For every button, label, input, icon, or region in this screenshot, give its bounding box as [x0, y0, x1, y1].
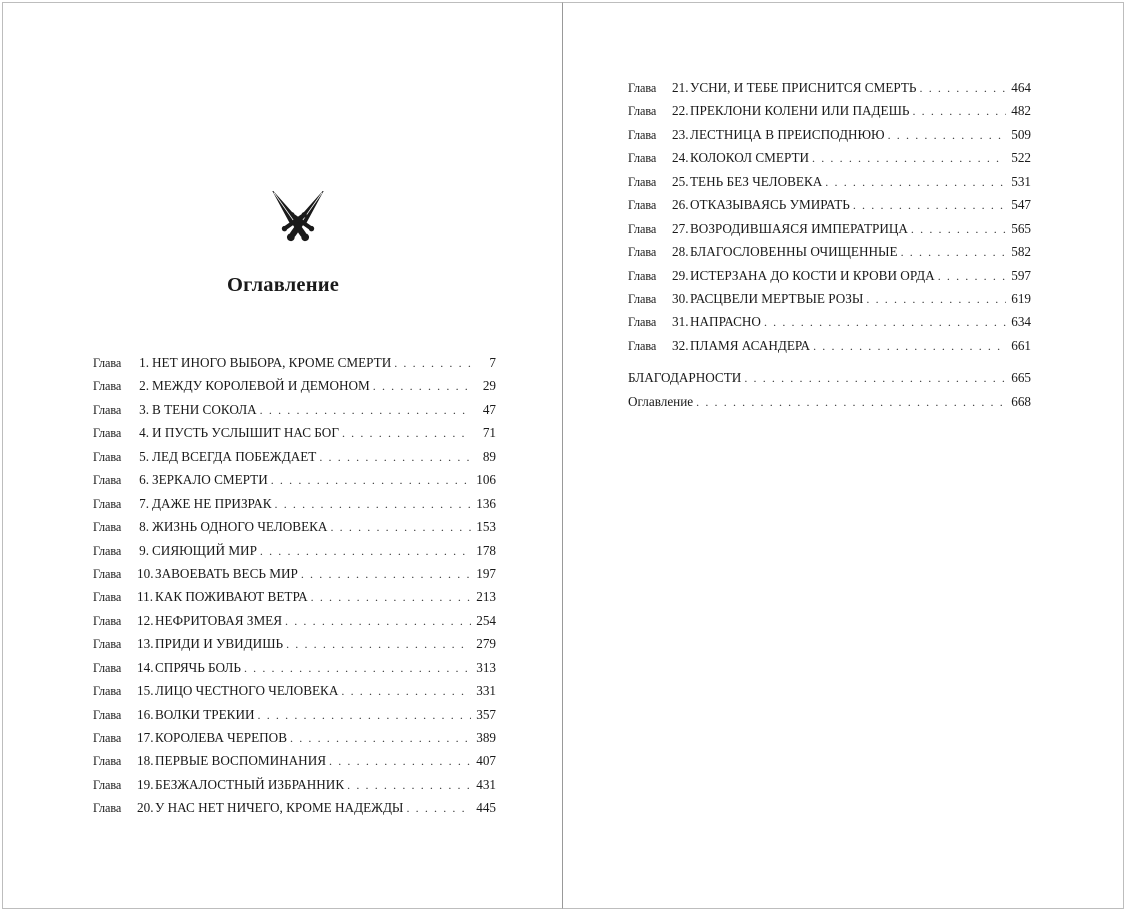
- chapter-label: Глава: [628, 245, 657, 260]
- chapter-label: Глава: [93, 777, 122, 792]
- dot-leader: [260, 540, 471, 563]
- toc-entry[interactable]: [628, 390, 1031, 413]
- chapter-number: 19.: [137, 776, 154, 792]
- chapter-label: Глава: [93, 356, 122, 370]
- chapter-title: У НАС НЕТ НИЧЕГО, КРОМЕ НАДЕЖДЫ: [155, 800, 404, 816]
- chapter-title: НЕФРИТОВАЯ ЗМЕЯ: [155, 612, 283, 628]
- chapter-number: 22.: [672, 103, 689, 119]
- dot-leader: [912, 100, 1006, 123]
- toc-entry[interactable]: [628, 217, 1031, 240]
- page-number: 509: [1011, 126, 1031, 142]
- chapter-number: 9.: [139, 542, 149, 558]
- chapter-number: 23.: [672, 126, 689, 142]
- chapter-label: Глава: [93, 590, 122, 605]
- dot-leader: [342, 422, 471, 445]
- toc-entry[interactable]: [628, 310, 1031, 333]
- chapter-number: 12.: [137, 612, 154, 628]
- chapter-number: 18.: [137, 753, 154, 769]
- dot-leader: [911, 218, 1006, 241]
- dot-leader: [311, 586, 471, 609]
- toc-entry[interactable]: [93, 609, 496, 632]
- chapter-title: СИЯЮЩИЙ МИР: [152, 542, 257, 558]
- dot-leader: [329, 750, 471, 773]
- dot-leader: [920, 77, 1007, 100]
- page-number: 565: [1011, 220, 1031, 236]
- crossed-daggers-icon: [248, 191, 348, 263]
- chapter-number: 11.: [137, 589, 153, 605]
- chapter-label: Глава: [93, 449, 122, 464]
- toc-entry[interactable]: [628, 146, 1031, 169]
- chapter-label: Глава: [628, 151, 657, 166]
- dot-leader: [938, 265, 1006, 288]
- chapter-title: ЛИЦО ЧЕСТНОГО ЧЕЛОВЕКА: [155, 683, 339, 699]
- chapter-number: 27.: [672, 220, 689, 236]
- chapter-number: 24.: [672, 150, 689, 166]
- toc-entry[interactable]: [93, 773, 496, 796]
- chapter-title: В ТЕНИ СОКОЛА: [152, 401, 257, 417]
- page-number: 668: [1011, 393, 1031, 409]
- toc-entry[interactable]: [628, 264, 1031, 287]
- page-number: 71: [482, 425, 496, 441]
- chapter-title: БЕЗЖАЛОСТНЫЙ ИЗБРАННИК: [155, 776, 345, 792]
- chapter-number: 6.: [139, 472, 149, 488]
- page-number: 279: [476, 636, 496, 652]
- dot-leader: [853, 194, 1006, 217]
- toc-list-right: [628, 76, 1031, 413]
- chapter-label: Глава: [628, 127, 657, 142]
- toc-entry[interactable]: [93, 468, 496, 491]
- chapter-number: 25.: [672, 173, 689, 189]
- toc-entry[interactable]: [628, 123, 1031, 146]
- toc-entry[interactable]: [628, 366, 1031, 389]
- chapter-title: ЛЕД ВСЕГДА ПОБЕЖДАЕТ: [152, 448, 317, 464]
- dot-leader: [764, 311, 1006, 334]
- chapter-title: ПЛАМЯ АСАНДЕРА: [690, 337, 811, 353]
- chapter-label: Глава: [93, 801, 122, 816]
- chapter-label: Глава: [93, 707, 122, 722]
- page-number: 619: [1011, 290, 1031, 306]
- page-number: 407: [476, 753, 496, 769]
- toc-entry[interactable]: [93, 398, 496, 421]
- chapter-number: 15.: [137, 683, 154, 699]
- chapter-label: Глава: [93, 566, 122, 581]
- toc-entry[interactable]: [93, 351, 496, 374]
- toc-entry[interactable]: [628, 193, 1031, 216]
- chapter-label: Глава: [628, 198, 657, 213]
- dot-leader: [290, 727, 471, 750]
- chapter-title: ВОЗРОДИВШАЯСЯ ИМПЕРАТРИЦА: [690, 220, 908, 236]
- chapter-number: 1.: [139, 355, 149, 370]
- chapter-label: Глава: [93, 402, 122, 417]
- chapter-number: 17.: [137, 730, 154, 745]
- chapter-title: ТЕНЬ БЕЗ ЧЕЛОВЕКА: [690, 173, 823, 189]
- chapter-title: ЗЕРКАЛО СМЕРТИ: [152, 472, 268, 488]
- chapter-label: Глава: [628, 81, 657, 95]
- dot-leader: [406, 797, 471, 820]
- dot-leader: [744, 367, 1006, 390]
- toc-entry[interactable]: [93, 703, 496, 726]
- chapter-label: Глава: [628, 268, 657, 283]
- toc-entry[interactable]: [628, 287, 1031, 310]
- page-number: 153: [476, 519, 496, 535]
- page-number: 136: [476, 495, 496, 511]
- chapter-number: 10.: [137, 565, 154, 581]
- toc-entry[interactable]: [93, 445, 496, 468]
- chapter-number: 14.: [137, 659, 154, 675]
- chapter-number: 30.: [672, 290, 689, 306]
- section-title: БЛАГОДАРНОСТИ: [628, 370, 742, 386]
- page-number: 178: [476, 542, 496, 558]
- toc-entry[interactable]: [628, 334, 1031, 357]
- chapter-number: 16.: [137, 706, 154, 722]
- chapter-number: 20.: [137, 800, 154, 816]
- chapter-label: Глава: [628, 315, 657, 330]
- chapter-label: Глава: [628, 221, 657, 236]
- toc-entry[interactable]: [93, 585, 496, 608]
- chapter-title: ОТКАЗЫВАЯСЬ УМИРАТЬ: [690, 197, 850, 213]
- page-number: 431: [476, 776, 496, 792]
- section-spacer: [628, 357, 1031, 366]
- toc-entry[interactable]: [93, 492, 496, 515]
- dot-leader: [319, 446, 471, 469]
- chapter-title: МЕЖДУ КОРОЛЕВОЙ И ДЕМОНОМ: [152, 378, 370, 394]
- dot-leader: [244, 657, 471, 680]
- chapter-title: ПРИДИ И УВИДИШЬ: [155, 636, 284, 652]
- chapter-number: 28.: [672, 244, 689, 260]
- dot-leader: [286, 633, 471, 656]
- dot-leader: [866, 288, 1006, 311]
- toc-entry[interactable]: [628, 170, 1031, 193]
- dot-leader: [275, 493, 471, 516]
- page-number: 389: [476, 730, 496, 745]
- chapter-label: Глава: [93, 660, 122, 675]
- chapter-title: НАПРАСНО: [690, 314, 761, 330]
- chapter-label: Глава: [628, 174, 657, 189]
- dot-leader: [696, 391, 1006, 414]
- chapter-label: Глава: [93, 754, 122, 769]
- chapter-title: ЛЕСТНИЦА В ПРЕИСПОДНЮЮ: [690, 126, 885, 142]
- toc-entry[interactable]: [93, 726, 496, 749]
- dot-leader: [285, 610, 471, 633]
- toc-list-left: [93, 351, 496, 820]
- page-number: 547: [1011, 197, 1031, 213]
- page-number: 357: [476, 706, 496, 722]
- chapter-title: ЖИЗНЬ ОДНОГО ЧЕЛОВЕКА: [152, 519, 328, 535]
- chapter-label: Глава: [93, 379, 122, 394]
- chapter-number: 32.: [672, 337, 689, 353]
- chapter-label: Глава: [93, 496, 122, 511]
- chapter-number: 31.: [672, 314, 689, 330]
- chapter-label: Глава: [93, 543, 122, 558]
- chapter-number: 4.: [139, 425, 149, 441]
- chapter-title: КАК ПОЖИВАЮТ ВЕТРА: [155, 589, 308, 605]
- dot-leader: [330, 516, 471, 539]
- chapter-number: 26.: [672, 197, 689, 213]
- dot-leader: [347, 774, 471, 797]
- chapter-number: 3.: [139, 401, 149, 417]
- dot-leader: [301, 563, 471, 586]
- chapter-label: Глава: [93, 426, 122, 441]
- chapter-title: КОРОЛЕВА ЧЕРЕПОВ: [155, 730, 287, 745]
- chapter-title: РАСЦВЕЛИ МЕРТВЫЕ РОЗЫ: [690, 290, 864, 306]
- page-number: 213: [476, 589, 496, 605]
- chapter-label: Глава: [628, 104, 657, 119]
- chapter-number: 8.: [139, 519, 149, 535]
- page-number: 331: [476, 683, 496, 699]
- chapter-title: ИСТЕРЗАНА ДО КОСТИ И КРОВИ ОРДА: [690, 267, 935, 283]
- dot-leader: [813, 335, 1006, 358]
- page-number: 445: [476, 800, 496, 816]
- toc-entry[interactable]: [93, 632, 496, 655]
- toc-heading: Оглавление: [226, 274, 340, 296]
- toc-entry[interactable]: [628, 240, 1031, 263]
- toc-entry[interactable]: [93, 749, 496, 772]
- chapter-number: 13.: [137, 636, 154, 652]
- chapter-title: КОЛОКОЛ СМЕРТИ: [690, 150, 810, 166]
- chapter-title: ПРЕКЛОНИ КОЛЕНИ ИЛИ ПАДЕШЬ: [690, 103, 910, 119]
- page-number: 634: [1011, 314, 1031, 330]
- chapter-title: И ПУСТЬ УСЛЫШИТ НАС БОГ: [152, 425, 339, 441]
- page-number: 29: [482, 378, 496, 394]
- chapter-label: Глава: [628, 291, 657, 306]
- left-page: [2, 2, 562, 909]
- toc-entry[interactable]: [93, 374, 496, 397]
- toc-entry[interactable]: [93, 515, 496, 538]
- page-number: 522: [1011, 150, 1031, 166]
- chapter-title: ВОЛКИ ТРЕКИИ: [155, 706, 255, 722]
- chapter-title: БЛАГОСЛОВЕННЫ ОЧИЩЕННЫЕ: [690, 244, 898, 260]
- chapter-label: Глава: [93, 520, 122, 535]
- toc-entry[interactable]: [628, 76, 1031, 99]
- chapter-number: 5.: [139, 448, 149, 464]
- dot-leader: [271, 469, 471, 492]
- dot-leader: [341, 680, 471, 703]
- chapter-label: Глава: [628, 338, 657, 353]
- chapter-label: Глава: [93, 613, 122, 628]
- dot-leader: [812, 147, 1006, 170]
- toc-entry[interactable]: [93, 656, 496, 679]
- page-number: 89: [482, 448, 496, 464]
- chapter-number: 21.: [672, 80, 689, 95]
- chapter-number: 2.: [139, 378, 149, 394]
- chapter-title: НЕТ ИНОГО ВЫБОРА, КРОМЕ СМЕРТИ: [152, 355, 392, 370]
- dot-leader: [260, 399, 471, 422]
- page-number: 665: [1011, 370, 1031, 386]
- page-number: 597: [1011, 267, 1031, 283]
- page-number: 254: [476, 612, 496, 628]
- page-number: 464: [1011, 80, 1031, 95]
- right-page: [562, 2, 1124, 909]
- page-number: 197: [476, 565, 496, 581]
- chapter-title: ДАЖЕ НЕ ПРИЗРАК: [152, 495, 272, 511]
- page-number: 47: [482, 401, 496, 417]
- page-number: 661: [1011, 337, 1031, 353]
- toc-entry[interactable]: [628, 99, 1031, 122]
- section-title: Оглавление: [628, 393, 694, 409]
- page-number: 313: [476, 659, 496, 675]
- chapter-number: 7.: [139, 495, 149, 511]
- toc-entry[interactable]: [93, 679, 496, 702]
- page-number: 7: [489, 355, 496, 370]
- toc-entry[interactable]: [93, 421, 496, 444]
- dot-leader: [373, 375, 471, 398]
- page-number: 482: [1011, 103, 1031, 119]
- dot-leader: [825, 171, 1006, 194]
- chapter-title: ПЕРВЫЕ ВОСПОМИНАНИЯ: [155, 753, 327, 769]
- toc-entry[interactable]: [93, 562, 496, 585]
- chapter-label: Глава: [93, 637, 122, 652]
- chapter-title: УСНИ, И ТЕБЕ ПРИСНИТСЯ СМЕРТЬ: [690, 80, 917, 95]
- chapter-number: 29.: [672, 267, 689, 283]
- toc-entry[interactable]: [93, 796, 496, 819]
- dot-leader: [888, 124, 1006, 147]
- chapter-label: Глава: [93, 684, 122, 699]
- chapter-label: Глава: [93, 731, 122, 745]
- page-number: 106: [476, 472, 496, 488]
- chapter-title: ЗАВОЕВАТЬ ВЕСЬ МИР: [155, 565, 298, 581]
- chapter-title: СПРЯЧЬ БОЛЬ: [155, 659, 241, 675]
- toc-entry[interactable]: [93, 539, 496, 562]
- dot-leader: [258, 704, 471, 727]
- dot-leader: [901, 241, 1006, 264]
- dot-leader: [394, 352, 471, 375]
- chapter-label: Глава: [93, 473, 122, 488]
- page-number: 531: [1011, 173, 1031, 189]
- page-number: 582: [1011, 244, 1031, 260]
